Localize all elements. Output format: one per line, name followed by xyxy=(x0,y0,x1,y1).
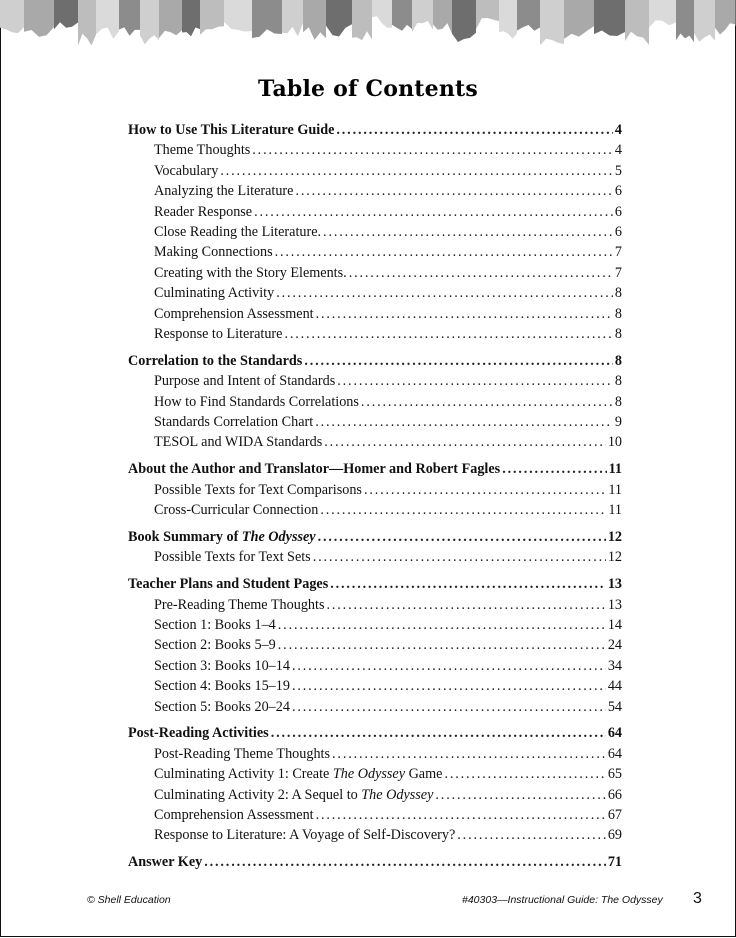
toc-section xyxy=(128,723,622,845)
toc-entry-title: Comprehension Assessment xyxy=(154,305,314,322)
dot-leader xyxy=(316,304,613,324)
dot-leader xyxy=(323,222,613,242)
banner-strip xyxy=(119,0,140,36)
toc-page-number: 66 xyxy=(607,786,622,803)
toc-entry-title: Theme Thoughts xyxy=(154,142,251,159)
table-of-contents xyxy=(128,120,622,879)
toc-entry[interactable] xyxy=(128,635,622,655)
dot-leader xyxy=(292,656,606,676)
dot-leader xyxy=(315,412,613,432)
banner-strip xyxy=(392,0,412,31)
toc-entry[interactable] xyxy=(128,222,622,242)
banner-strip xyxy=(252,0,282,38)
dot-leader xyxy=(292,697,606,717)
toc-page-number: 8 xyxy=(614,352,622,369)
dot-leader xyxy=(361,392,613,412)
toc-page-number: 14 xyxy=(607,616,622,633)
toc-page-number: 9 xyxy=(614,413,622,430)
toc-entry[interactable] xyxy=(128,304,622,324)
banner-strip xyxy=(694,0,715,42)
banner-strip xyxy=(433,0,452,34)
toc-page-number: 6 xyxy=(614,183,622,200)
toc-entry[interactable] xyxy=(128,764,622,784)
dot-leader xyxy=(275,242,613,262)
title-text: Culminating Activity 1: Create xyxy=(154,766,333,783)
title-italic-text: The Odyssey xyxy=(332,766,406,783)
toc-page-number: 54 xyxy=(607,698,622,715)
toc-page-number: 7 xyxy=(614,244,622,261)
dot-leader xyxy=(502,459,606,479)
banner-strip xyxy=(140,0,159,44)
dot-leader xyxy=(349,263,613,283)
dot-leader xyxy=(278,615,606,635)
toc-page-number: 8 xyxy=(614,285,622,302)
toc-entry[interactable] xyxy=(128,825,622,845)
decorative-header-banner xyxy=(0,0,736,48)
toc-section-heading[interactable] xyxy=(128,120,622,140)
toc-entry-title: TESOL and WIDA Standards xyxy=(154,434,323,451)
toc-page-number: 6 xyxy=(614,203,622,220)
toc-entry[interactable] xyxy=(128,283,622,303)
toc-entry[interactable] xyxy=(128,140,622,160)
toc-entry-title: Standards Correlation Chart xyxy=(154,413,314,430)
title-text: Culminating Activity 2: A Sequel to xyxy=(154,786,362,803)
toc-entry-title: Comprehension Assessment xyxy=(154,807,314,823)
banner-strip xyxy=(224,0,252,32)
toc-entry-title xyxy=(128,527,316,547)
toc-entry-title: Culminating Activity xyxy=(154,285,275,302)
toc-entry-title: How to Use This Literature Guide xyxy=(128,122,335,138)
toc-section xyxy=(128,459,622,520)
toc-page-number: 5 xyxy=(614,162,622,179)
toc-entry[interactable] xyxy=(128,676,622,696)
toc-entry[interactable] xyxy=(128,785,622,805)
banner-strip xyxy=(649,0,676,28)
toc-entry-title: Analyzing the Literature xyxy=(154,183,294,200)
banner-strip xyxy=(517,0,540,31)
toc-entry-title: Pre-Reading Theme Thoughts xyxy=(154,596,325,613)
toc-page-number: 8 xyxy=(614,393,622,410)
title-italic-text: The Odyssey xyxy=(241,528,316,545)
footer-product-title: #40303—Instructional Guide: The Odyssey xyxy=(462,894,663,906)
banner-strip xyxy=(715,0,735,35)
toc-entry[interactable] xyxy=(128,263,622,283)
dot-leader xyxy=(278,635,606,655)
dot-leader xyxy=(316,805,606,825)
toc-page-number: 13 xyxy=(607,576,622,593)
dot-leader xyxy=(444,764,605,784)
toc-entry-title: Teacher Plans and Student Pages xyxy=(128,576,329,593)
toc-entry[interactable] xyxy=(128,181,622,201)
toc-page-number: 44 xyxy=(607,678,622,695)
toc-entry[interactable] xyxy=(128,500,622,520)
toc-page-number: 69 xyxy=(607,827,622,844)
dot-leader xyxy=(337,371,613,391)
banner-strip xyxy=(0,0,24,33)
dot-leader xyxy=(292,676,606,696)
toc-page-number: 7 xyxy=(614,264,622,281)
dot-leader xyxy=(313,547,606,567)
dot-leader xyxy=(276,283,613,303)
toc-entry-title: Possible Texts for Text Comparisons xyxy=(154,481,362,498)
toc-page-number: 13 xyxy=(607,596,622,613)
toc-page-number: 8 xyxy=(614,305,622,322)
toc-entry[interactable] xyxy=(128,202,622,222)
toc-page-number: 64 xyxy=(607,725,622,742)
dot-leader xyxy=(336,120,613,140)
toc-section xyxy=(128,120,622,344)
dot-leader xyxy=(364,480,606,500)
toc-section xyxy=(128,351,622,453)
banner-strip xyxy=(96,0,119,39)
banner-strip xyxy=(476,0,499,29)
toc-page-number: 34 xyxy=(607,657,622,674)
toc-page-number: 8 xyxy=(614,373,622,390)
toc-entry-title: How to Find Standards Correlations xyxy=(154,393,359,410)
dot-leader xyxy=(204,852,606,872)
banner-strip xyxy=(452,0,476,42)
toc-page-number: 71 xyxy=(607,854,622,871)
toc-page-number: 4 xyxy=(614,122,622,138)
banner-texture-icon xyxy=(0,0,736,48)
toc-entry[interactable] xyxy=(128,242,622,262)
toc-entry[interactable] xyxy=(128,615,622,635)
toc-entry[interactable] xyxy=(128,371,622,391)
toc-entry-title: Possible Texts for Text Sets xyxy=(154,549,311,566)
toc-section-heading[interactable] xyxy=(128,351,622,371)
toc-entry-title: Cross-Curricular Connection xyxy=(154,502,319,519)
banner-strip xyxy=(625,0,649,45)
toc-page-number: 12 xyxy=(607,549,622,566)
dot-leader xyxy=(304,351,613,371)
toc-entry[interactable] xyxy=(128,595,622,615)
dot-leader xyxy=(457,825,606,845)
toc-entry[interactable] xyxy=(128,324,622,344)
toc-page-number: 65 xyxy=(607,766,622,783)
banner-strip xyxy=(54,0,78,29)
banner-strip xyxy=(303,0,326,40)
toc-entry[interactable] xyxy=(128,744,622,764)
toc-section xyxy=(128,574,622,717)
banner-strip xyxy=(564,0,594,39)
banner-strip xyxy=(159,0,182,38)
dot-leader xyxy=(324,432,606,452)
dot-leader xyxy=(327,595,606,615)
toc-entry-title: About the Author and Translator—Homer and Robert Fagles xyxy=(128,461,501,478)
toc-section-heading[interactable] xyxy=(128,459,622,479)
toc-section-heading[interactable] xyxy=(128,852,622,872)
toc-entry[interactable] xyxy=(128,656,622,676)
toc-entry-title: Section 3: Books 10–14 xyxy=(154,657,290,674)
toc-page-number: 10 xyxy=(607,434,622,451)
banner-strip xyxy=(499,0,517,39)
footer-publisher: © Shell Education xyxy=(87,894,171,906)
title-text: Book Summary of xyxy=(128,528,242,545)
title-italic-text: The Odyssey xyxy=(361,786,434,803)
toc-entry[interactable] xyxy=(128,805,622,825)
banner-strip xyxy=(540,0,564,45)
toc-entry-title: Close Reading the Literature. xyxy=(154,223,322,240)
toc-entry[interactable] xyxy=(128,161,622,181)
toc-page-number: 11 xyxy=(608,461,622,478)
toc-entry-title: Answer Key xyxy=(128,854,203,871)
dot-leader xyxy=(332,744,606,764)
banner-strip xyxy=(282,0,303,36)
title-suffix-text: Game xyxy=(405,766,443,783)
toc-entry-title: Section 1: Books 1–4 xyxy=(154,616,276,633)
toc-page-number: 6 xyxy=(614,223,622,240)
toc-entry-title: Reader Response xyxy=(154,203,253,220)
toc-entry-title: Section 4: Books 15–19 xyxy=(154,678,290,695)
toc-entry[interactable] xyxy=(128,697,622,717)
dot-leader xyxy=(295,181,612,201)
toc-entry-title: Response to Literature: A Voyage of Self-Discovery? xyxy=(154,827,456,844)
toc-section xyxy=(128,852,622,872)
toc-section xyxy=(128,527,622,568)
toc-page-number: 64 xyxy=(607,745,622,762)
toc-entry[interactable] xyxy=(128,392,622,412)
dot-leader xyxy=(252,140,613,160)
toc-page-number: 11 xyxy=(608,481,622,498)
toc-entry-title: Response to Literature xyxy=(154,325,283,342)
banner-strip xyxy=(412,0,433,32)
toc-page-number: 11 xyxy=(608,502,622,519)
toc-entry-title: Creating with the Story Elements. xyxy=(154,264,347,281)
page-title: Table of Contents xyxy=(258,76,478,102)
banner-strip xyxy=(372,0,392,28)
banner-strip xyxy=(594,0,625,36)
toc-entry[interactable] xyxy=(128,432,622,452)
toc-entry-title: Making Connections xyxy=(154,244,273,261)
toc-section-heading[interactable] xyxy=(128,574,622,594)
toc-section-heading[interactable] xyxy=(128,723,622,743)
toc-section-heading[interactable] xyxy=(128,527,622,547)
page-number: 3 xyxy=(693,890,702,907)
toc-entry[interactable] xyxy=(128,412,622,432)
toc-entry-title: Purpose and Intent of Standards xyxy=(154,373,336,390)
toc-page-number: 24 xyxy=(607,637,622,654)
toc-page-number: 12 xyxy=(607,528,622,545)
toc-entry[interactable] xyxy=(128,547,622,567)
banner-strip xyxy=(676,0,694,42)
banner-strip xyxy=(182,0,200,36)
banner-strip xyxy=(352,0,372,40)
toc-entry-title xyxy=(154,785,433,805)
dot-leader xyxy=(254,202,613,222)
dot-leader xyxy=(320,500,606,520)
banner-strip xyxy=(78,0,96,46)
toc-page-number: 4 xyxy=(614,142,622,159)
banner-strip xyxy=(326,0,352,37)
toc-entry-title: Section 2: Books 5–9 xyxy=(154,637,276,654)
toc-page-number: 8 xyxy=(614,325,622,342)
banner-strip xyxy=(200,0,224,35)
dot-leader xyxy=(330,574,606,594)
toc-entry[interactable] xyxy=(128,480,622,500)
toc-entry-title: Section 5: Books 20–24 xyxy=(154,698,290,715)
banner-strip xyxy=(24,0,54,37)
toc-entry-title: Post-Reading Theme Thoughts xyxy=(154,745,331,762)
dot-leader xyxy=(435,785,605,805)
toc-entry-title: Post-Reading Activities xyxy=(128,725,269,742)
toc-page-number: 67 xyxy=(607,807,622,823)
toc-entry-title: Vocabulary xyxy=(154,162,219,179)
toc-entry-title xyxy=(154,764,442,784)
dot-leader xyxy=(220,161,613,181)
dot-leader xyxy=(318,527,606,547)
dot-leader xyxy=(271,723,606,743)
dot-leader xyxy=(284,324,612,344)
toc-entry-title: Correlation to the Standards xyxy=(128,352,303,369)
